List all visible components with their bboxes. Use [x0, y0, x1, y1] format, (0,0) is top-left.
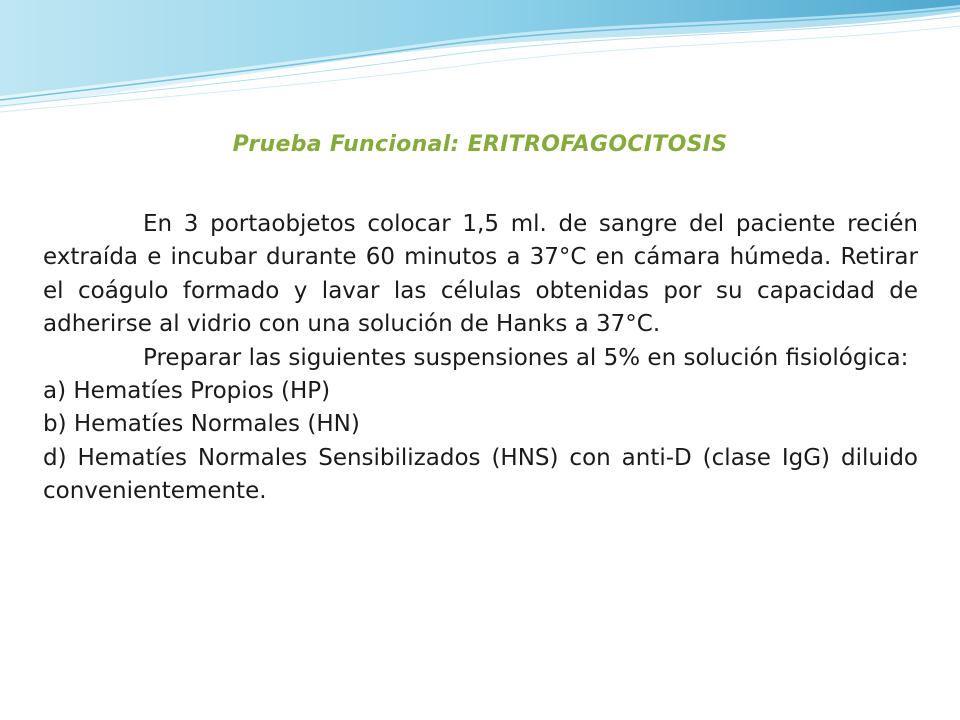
slide-title: Prueba Funcional: ERITROFAGOCITOSIS [232, 132, 728, 157]
paragraph-procedure: En 3 portaobjetos colocar 1,5 ml. de sangre del paciente recién extraída e incubar durante 60 minutos a 37°C en cámara húmeda. Retirar el coágulo formado y lavar las células obtenidas por su capacidad de adherirse al vidrio con una solución de Hanks a 37°C. [43, 211, 918, 338]
header-wave-decoration [0, 0, 960, 120]
paragraph-suspensions: Preparar las siguientes suspensiones al 5% en solución fisiológica: [143, 344, 909, 371]
slide-body [43, 208, 918, 509]
list-item-hp: a) Hematíes Propios (HP) [43, 378, 331, 405]
list-item-hn: b) Hematíes Normales (HN) [43, 411, 360, 438]
list-item-hns: d) Hematíes Normales Sensibilizados (HNS) con anti-D (clase IgG) diluido convenientemente. [43, 444, 918, 505]
